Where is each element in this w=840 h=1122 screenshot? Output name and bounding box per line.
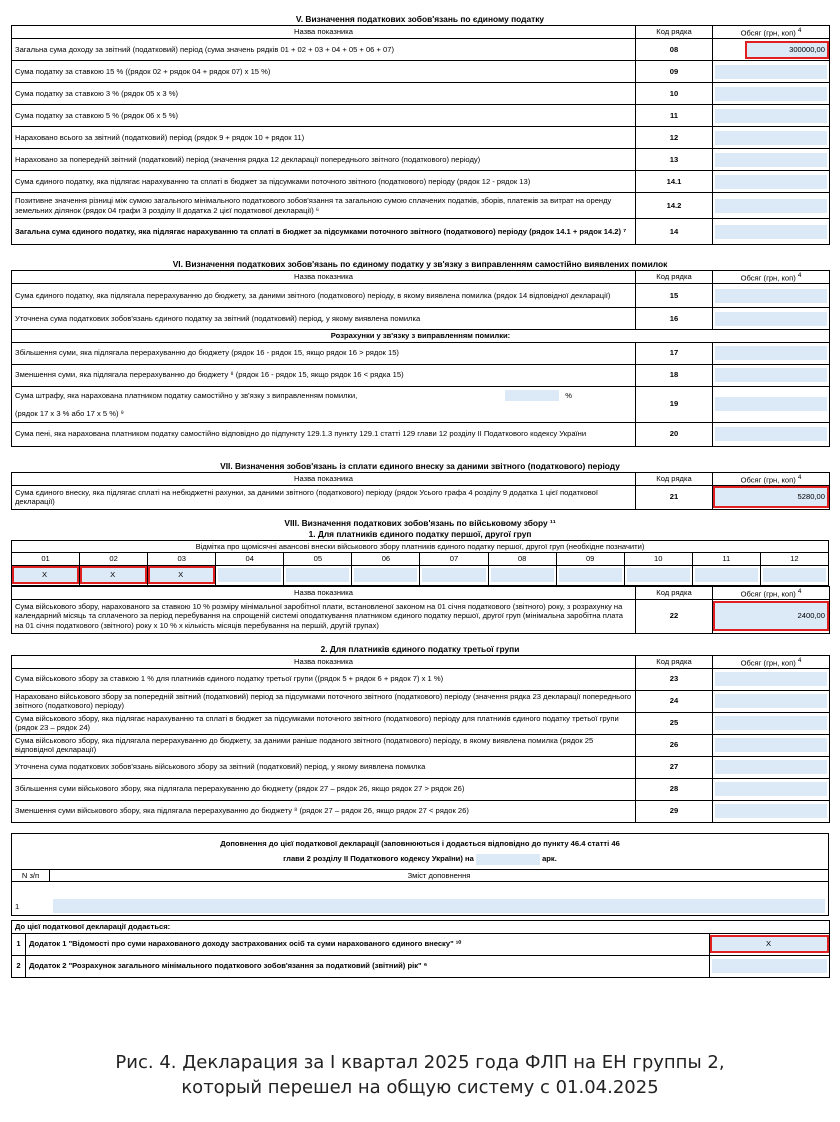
month-10-mark[interactable] [627,568,690,582]
attachment-2-text: Додаток 2 "Розрахунок загального мінімального податкового зобов'язання за податковий (звітний) рік" ⁶ [26,955,710,977]
col-name-header: Назва показника [12,586,636,599]
col-code-header: Код рядка [636,26,713,39]
row-11-name: Сума податку за ставкою 5 % (рядок 06 х 5 %) [12,105,636,127]
row-20-value[interactable] [715,427,827,441]
row-22-code: 22 [636,599,713,633]
attachment-2-no: 2 [12,955,26,977]
month-12-mark[interactable] [763,568,826,582]
month-07-mark[interactable] [422,568,485,582]
col-name-header: Назва показника [12,472,636,485]
supplements-line1: Доповнення до цієї податкової декларації (заповнюються і додається відповідно до пункту 46.4 статті 46 [220,839,620,849]
percent-sign: % [565,390,572,400]
col-name-header: Назва показника [12,271,636,284]
col-code-header: Код рядка [636,271,713,284]
row-15-name: Сума єдиного податку, яка підлягала перерахуванню до бюджету, за даними звітного (податкового) періоду, в якому виявлена помилка (рядок 14 відповідної декларації) [12,284,636,308]
row-11-value[interactable] [715,109,827,123]
caption-line-1: Рис. 4. Декларация за I квартал 2025 года ФЛП на ЕН группы 2, [115,1052,725,1073]
month-09-mark[interactable] [559,568,622,582]
row-09-value[interactable] [715,65,827,79]
row-25-code: 25 [636,712,713,734]
row-10-code: 10 [636,83,713,105]
months-label: Відмітка про щомісячні авансові внески військового збору платників єдиного податку першої, другої груп (необхідне позначити) [12,540,829,553]
attachment-1-checkbox[interactable]: X [712,937,827,951]
table-row [12,756,830,778]
section-7-table [11,472,830,510]
month-02-header: 02 [80,553,148,566]
table-row [12,734,830,756]
col-code-header: Код рядка [636,472,713,485]
row-17-code: 17 [636,342,713,364]
month-06-mark[interactable] [354,568,417,582]
section-8-sub2: 2. Для платників єдиного податку третьої групи [320,643,520,654]
row-27-value[interactable] [715,760,827,774]
row-14-1-code: 14.1 [636,171,713,193]
attachments-title: До цієї податкової декларації додається: [12,921,830,934]
section-5-table [11,25,830,245]
table-row [12,690,830,712]
sheets-count-input[interactable] [476,854,540,865]
caption-line-2: который перешел на общую систему с 01.04.2025 [181,1077,659,1098]
declaration-page [11,14,829,978]
row-08-code: 08 [636,39,713,61]
col-code-header: Код рядка [636,586,713,599]
month-12-header: 12 [760,553,828,566]
row-28-code: 28 [636,778,713,800]
row-11-code: 11 [636,105,713,127]
row-18-name: Зменшення суми, яка підлягала перерахуванню до бюджету ⁸ (рядок 16 - рядок 15, якщо рядок 16 < рядка 15) [12,364,636,386]
col-amount-header: Обсяг (грн, коп) $^4$ [713,655,830,668]
row-28-name: Збільшення суми військового збору, яка підлягала перерахуванню до бюджету (рядок 27 – рядок 26, якщо рядок 27 > рядок 26) [12,778,636,800]
month-06-header: 06 [352,553,420,566]
supplement-content-input[interactable] [53,899,826,913]
supplements-line2: глави 2 розділу ІІ Податкового кодексу України) на арк. [283,854,557,864]
row-20-code: 20 [636,422,713,446]
row-16-name: Уточнена сума податкових зобов'язань єдиного податку за звітний (податковий) період, у якому виявлена помилка [12,308,636,330]
section-7-title: VII. Визначення зобов'язань із сплати єдиного внеску за даними звітного (податкового) періоду [220,460,620,471]
row-26-value[interactable] [715,738,827,752]
row-22-value[interactable]: 2400,00 [715,603,827,629]
col-content-header: Зміст доповнення [50,869,829,882]
row-10-value[interactable] [715,87,827,101]
month-09-header: 09 [556,553,624,566]
row-27-name: Уточнена сума податкових зобов'язань військового збору за звітний (податковий) період, у якому виявлена помилка [12,756,636,778]
table-row [12,800,830,822]
section-6-title: VI. Визначення податкових зобов'язань по єдиному податку у зв'язку з виправленням самостійно виявлених помилок [172,259,668,270]
row-29-name: Зменшення суми військового збору, яка підлягала перерахуванню до бюджету ⁸ (рядок 27 – рядок 26, якщо рядок 27 < рядок 26) [12,800,636,822]
attachment-1-text: Додаток 1 "Відомості про суми нарахованого доходу застрахованих осіб та суми нарахованого єдиного внеску" ¹⁰ [26,933,710,955]
row-19-value[interactable] [715,397,827,411]
row-23-value[interactable] [715,672,827,686]
row-26-name: Сума військового збору, яка підлягала перерахуванню до бюджету, за даними раніше поданого звітного (податкового) періоду, в якому виявлена помилка (рядок 25 відповідної декларації) [12,734,636,756]
row-17-name: Збільшення суми, яка підлягала перерахуванню до бюджету (рядок 16 - рядок 15, якщо рядок 16 > рядок 15) [12,342,636,364]
row-25-name: Сума військового збору, яка підлягає нарахуванню та сплаті в бюджет за підсумками поточного звітного (податкового) періоду для платників єдиного податку третьої групи (рядок 23 – рядок 24) [12,712,636,734]
row-14-2-name: Позитивне значення різниці між сумою загального мінімального податкового зобов'язання та загальною сумою сплачених податків, зборів, платежів за витрат на оренду земельних ділянок (рядок 04 графи 3 розділу ІІ додатка 2 цієї податкової декларації) ⁶ [12,193,636,219]
row-19-code: 19 [636,386,713,422]
section-6-table [11,270,830,447]
row-13-name: Нараховано за попередній звітний (податковий) період (значення рядка 12 декларації попереднього звітного (податкового) періоду) [12,149,636,171]
row-15-code: 15 [636,284,713,308]
section-8-sub1: 1. Для платників єдиного податку першої, другої груп [308,528,532,539]
section-5-title: V. Визначення податкових зобов'язань по єдиному податку [295,14,545,24]
month-01-mark[interactable]: X [14,568,77,582]
row-12-code: 12 [636,127,713,149]
table-row [12,712,830,734]
row-09-code: 09 [636,61,713,83]
month-11-mark[interactable] [695,568,758,582]
month-04-mark[interactable] [218,568,281,582]
month-07-header: 07 [420,553,488,566]
month-08-mark[interactable] [491,568,554,582]
row-16-value[interactable] [715,312,827,326]
supplements-table [11,833,829,917]
month-10-header: 10 [624,553,692,566]
row-16-code: 16 [636,308,713,330]
month-05-mark[interactable] [286,568,349,582]
section-8-title: VIII. Визначення податкових зобов'язань по військовому збору ¹¹ [284,517,556,528]
row-23-name: Сума військового збору за ставкою 1 % для платників єдиного податку третьої групи ((рядок 5 + рядок 6 + рядок 7) х 1 %) [12,668,636,690]
col-amount-header: Обсяг (грн, коп) $^4$ [713,586,830,599]
row-08-name: Загальна сума доходу за звітний (податковий) період (сума значень рядків 01 + 02 + 03 + 04 + 05 + 06 + 07) [12,39,636,61]
row-20-name: Сума пені, яка нарахована платником податку самостійно відповідно до підпункту 129.1.3 пункту 129.1 статті 129 глави 12 розділу ІІ Податкового кодексу України [12,422,636,446]
col-amount-header: Обсяг (грн, коп) $^4$ [713,271,830,284]
row-23-code: 23 [636,668,713,690]
row-17-value[interactable] [715,346,827,360]
figure-caption [0,1050,840,1100]
row-13-value[interactable] [715,153,827,167]
row-29-code: 29 [636,800,713,822]
row-18-value[interactable] [715,368,827,382]
months-marks-row [12,565,829,585]
row-14-name: Загальна сума єдиного податку, яка підлягає нарахуванню та сплаті в бюджет за підсумками поточного звітного (податкового) періоду (рядок 14.1 + рядок 14.2) ⁷ [12,219,636,245]
attachments-table [11,920,830,978]
row-19-name [12,386,636,422]
row-22-table [11,586,830,634]
attachment-2-checkbox[interactable] [712,959,827,973]
section-8-group3-table [11,655,830,823]
months-table [11,540,829,586]
row-19-rate-input[interactable] [505,390,559,401]
col-code-header: Код рядка [636,655,713,668]
row-14-2-code: 14.2 [636,193,713,219]
col-amount-header: Обсяг (грн, коп) $^4$ [713,26,830,39]
attachment-1-no: 1 [12,933,26,955]
month-02-mark[interactable]: X [82,568,145,582]
table-row [12,778,830,800]
row-19-text: Сума штрафу, яка нарахована платником податку самостійно у зв'язку з виправленням помилки, [15,390,358,400]
row-12-value[interactable] [715,131,827,145]
row-12-name: Нараховано всього за звітний (податковий) період (рядок 9 + рядок 10 + рядок 11) [12,127,636,149]
col-name-header: Назва показника [12,655,636,668]
row-14-code: 14 [636,219,713,245]
month-05-header: 05 [284,553,352,566]
month-08-header: 08 [488,553,556,566]
month-11-header: 11 [692,553,760,566]
row-24-name: Нараховано військового збору за попередній звітний (податковий) період за підсумками поточного звітного (податкового) періоду (значення рядка 23 декларації попереднього звітного (податкового) періоду) [12,690,636,712]
row-08-value[interactable]: 300000,00 [747,43,827,57]
row-10-name: Сума податку за ставкою 3 % (рядок 05 х 3 %) [12,83,636,105]
col-name-header: Назва показника [12,26,636,39]
month-03-header: 03 [148,553,216,566]
row-19-formula: (рядок 17 х 3 % або 17 х 5 %) ⁹ [15,408,124,418]
table-row [12,668,830,690]
row-24-value[interactable] [715,694,827,708]
month-04-header: 04 [216,553,284,566]
row-14-2-value[interactable] [715,199,827,213]
row-09-name: Сума податку за ставкою 15 % ((рядок 02 + рядок 04 + рядок 07) х 15 %) [12,61,636,83]
row-14-1-value[interactable] [715,175,827,189]
month-03-mark[interactable]: X [150,568,213,582]
month-01-header: 01 [12,553,80,566]
row-29-value[interactable] [715,804,827,818]
col-no-header: N з/п [12,869,50,882]
row-28-value[interactable] [715,782,827,796]
row-14-value[interactable] [715,225,827,239]
row-15-value[interactable] [715,289,827,303]
months-header-row [12,553,829,566]
row-27-code: 27 [636,756,713,778]
row-26-code: 26 [636,734,713,756]
row-22-name: Сума військового збору, нарахованого за ставкою 10 % розміру мінімальної заробітної плати, встановленої законом на 01 січня податкового (звітного) року, з розрахунку на календарний місяць та сплаченого за період перебування на спрощеній системі оподаткування платником єдиного податку першої, другої груп (мінімальна заробітна плата на 01 січня податкового (звітного) року х 10 % х кількість місяців перебування на першій, другій групах) [12,599,636,633]
row-13-code: 13 [636,149,713,171]
row-21-code: 21 [636,485,713,509]
supplement-row-no: 1 [12,898,50,916]
error-calc-subheader: Розрахунки у зв'язку з виправленням помилки: [12,330,830,343]
row-18-code: 18 [636,364,713,386]
row-14-1-name: Сума єдиного податку, яка підлягає нарахуванню та сплаті в бюджет за підсумками поточного звітного (податкового) періоду (рядок 12 - рядок 13) [12,171,636,193]
row-21-name: Сума єдиного внеску, яка підлягає сплаті на небюджетні рахунки, за даними звітного (податкового) періоду (рядок Усього графа 4 розділу 9 додатка 1 цієї податкової декларації) [12,485,636,509]
row-25-value[interactable] [715,716,827,730]
row-21-value[interactable]: 5280,00 [715,488,827,506]
col-amount-header: Обсяг (грн, коп) $^4$ [713,472,830,485]
row-24-code: 24 [636,690,713,712]
